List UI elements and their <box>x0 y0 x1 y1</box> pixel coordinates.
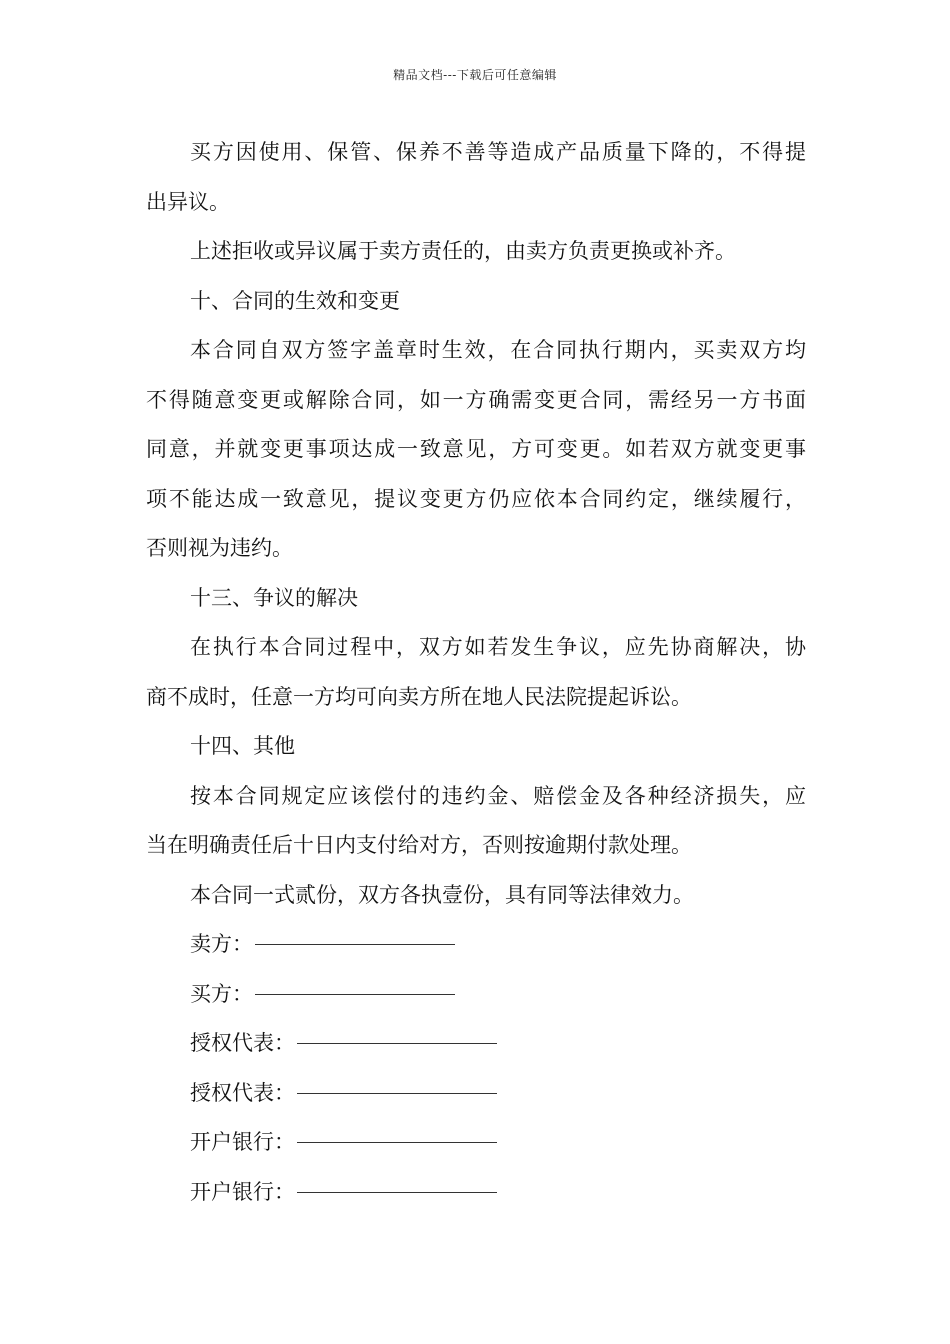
signature-blank-line <box>297 1092 497 1094</box>
paragraph-line: 在执行本合同过程中，双方如若发生争议，应先协商解决，协 <box>190 635 806 659</box>
paragraph-line: 按本合同规定应该偿付的违约金、赔偿金及各种经济损失，应 <box>190 783 806 808</box>
signature-label: 卖方： <box>190 932 253 956</box>
signature-rep-1 <box>146 1019 806 1069</box>
paragraph-line: 本合同自双方签字盖章时生效，在合同执行期内，买卖双方均 <box>190 338 806 362</box>
signature-blank-line <box>297 1191 497 1193</box>
paragraph-line: 本合同一式贰份，双方各执壹份，具有同等法律效力。 <box>190 882 694 907</box>
signature-label: 买方： <box>190 981 253 1006</box>
signature-buyer <box>146 970 806 1020</box>
paragraph-line: 出异议。 <box>146 189 230 214</box>
paragraph-line: 买方因使用、保管、保养不善等造成产品质量下降的，不得提 <box>190 140 806 164</box>
signature-seller <box>146 920 806 970</box>
paragraph-line: 当在明确责任后十日内支付给对方，否则按逾期付款处理。 <box>146 833 692 857</box>
signature-label: 授权代表： <box>190 1080 295 1105</box>
page-header: 精品文档---下载后可任意编辑 <box>393 68 557 82</box>
paragraph-line: 不得随意变更或解除合同，如一方确需变更合同，需经另一方书面 <box>146 387 806 412</box>
signature-bank-1 <box>146 1118 806 1168</box>
section-heading-13: 十三、争议的解决 <box>190 585 358 610</box>
signature-blank-line <box>297 1141 497 1143</box>
signature-blank-line <box>255 943 455 945</box>
paragraph-line: 项不能达成一致意见，提议变更方仍应依本合同约定，继续履行， <box>146 486 806 511</box>
section-heading-14: 十四、其他 <box>190 734 295 758</box>
signature-bank-2 <box>146 1168 806 1218</box>
paragraph-line: 否则视为违约。 <box>146 536 293 560</box>
document-body <box>146 128 806 1217</box>
signature-label: 开户银行： <box>190 1130 295 1154</box>
paragraph-line: 同意，并就变更事项达成一致意见，方可变更。如若双方就变更事 <box>146 437 806 461</box>
paragraph-line: 上述拒收或异议属于卖方责任的，由卖方负责更换或补齐。 <box>190 239 736 263</box>
signature-label: 开户银行： <box>190 1179 295 1204</box>
signature-label: 授权代表： <box>190 1031 295 1055</box>
section-heading-10: 十、合同的生效和变更 <box>190 288 400 313</box>
paragraph-line: 商不成时，任意一方均可向卖方所在地人民法院提起诉讼。 <box>146 684 692 709</box>
signature-blank-line <box>255 993 455 995</box>
signature-blank-line <box>297 1042 497 1044</box>
signature-rep-2 <box>146 1069 806 1119</box>
